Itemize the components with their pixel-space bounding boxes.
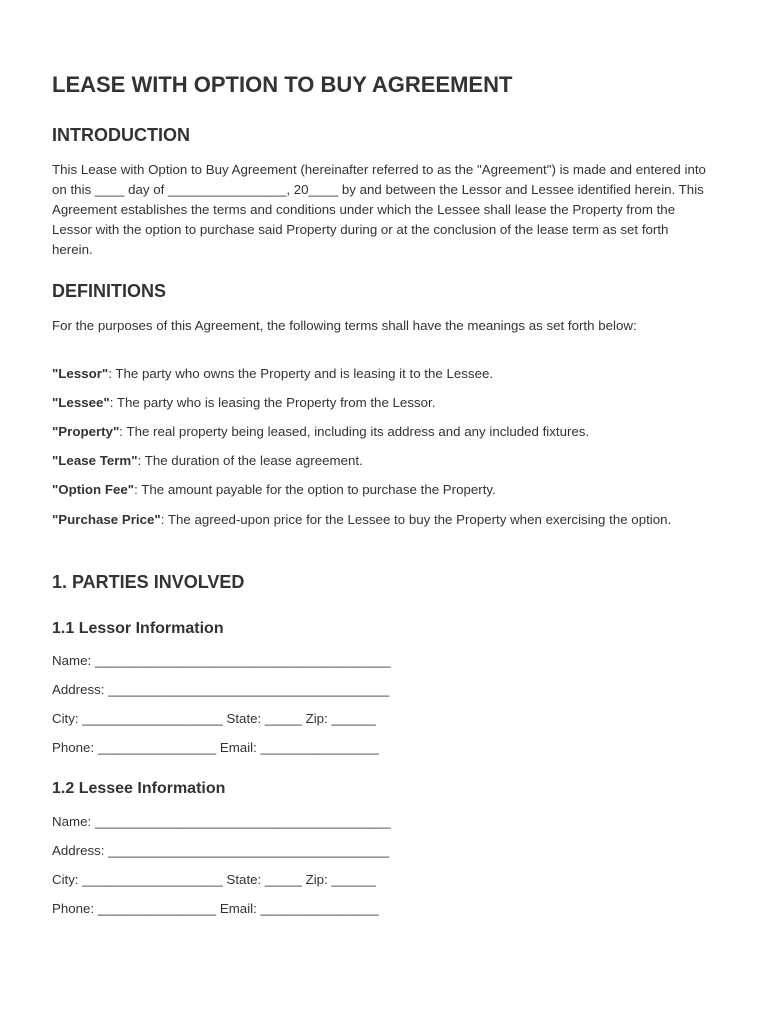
- definition-text: : The party who owns the Property and is leasing it to the Lessee.: [108, 366, 494, 381]
- lessor-info-heading: 1.1 Lessor Information: [52, 620, 224, 637]
- lessee-city-state-zip-field: City: ___________________ State: _____ Zip: ______: [52, 872, 376, 887]
- lessor-name-field: Name: ________________________________________: [52, 653, 391, 668]
- definition-item-property: [52, 422, 712, 442]
- lessee-phone-email-field: Phone: ________________ Email: ________________: [52, 901, 379, 916]
- definition-item-lessee: [52, 393, 712, 413]
- definition-text: : The agreed-upon price for the Lessee to buy the Property when exercising the option.: [160, 512, 672, 527]
- definition-term: "Lessor": [52, 366, 109, 381]
- definition-term: "Purchase Price": [52, 512, 161, 527]
- document-title: LEASE WITH OPTION TO BUY AGREEMENT: [52, 72, 513, 97]
- definition-text: : The amount payable for the option to purchase the Property.: [134, 482, 496, 497]
- definition-text: : The duration of the lease agreement.: [137, 453, 363, 468]
- introduction-heading: INTRODUCTION: [52, 125, 190, 145]
- parties-heading: 1. PARTIES INVOLVED: [52, 572, 245, 592]
- definition-text: : The real property being leased, including its address and any included fixtures.: [119, 424, 590, 439]
- definition-item-option-fee: [52, 480, 712, 500]
- lessor-phone-email-field: Phone: ________________ Email: ________________: [52, 740, 379, 755]
- definitions-intro: For the purposes of this Agreement, the following terms shall have the meanings as set forth below:: [52, 318, 637, 333]
- lessor-city-state-zip-field: City: ___________________ State: _____ Zip: ______: [52, 711, 376, 726]
- lessee-info-heading: 1.2 Lessee Information: [52, 780, 226, 797]
- lessee-address-field: Address: ______________________________________: [52, 843, 390, 858]
- definitions-heading: DEFINITIONS: [52, 281, 167, 301]
- lessor-address-field: Address: ______________________________________: [52, 682, 390, 697]
- lessee-name-field: Name: ________________________________________: [52, 814, 391, 829]
- introduction-body: This Lease with Option to Buy Agreement (hereinafter referred to as the "Agreement") is made and entered into on this ____ day of ________________, 20____ by and between the Lessor and Lessee identified herein. This Agreement establishes the terms and conditions under which the Lessee shall lease the Property from the Lessor with the option to purchase said Property during or at the conclusion of the lease term as set forth herein.: [52, 162, 706, 257]
- definition-item-purchase-price: [52, 510, 712, 530]
- definition-text: : The party who is leasing the Property from the Lessor.: [109, 395, 436, 410]
- definition-term: "Property": [52, 424, 120, 439]
- definition-term: "Lessee": [52, 395, 110, 410]
- definition-term: "Lease Term": [52, 453, 138, 468]
- definition-item-lessor: [52, 364, 712, 384]
- definition-item-lease-term: [52, 451, 712, 471]
- definition-term: "Option Fee": [52, 482, 135, 497]
